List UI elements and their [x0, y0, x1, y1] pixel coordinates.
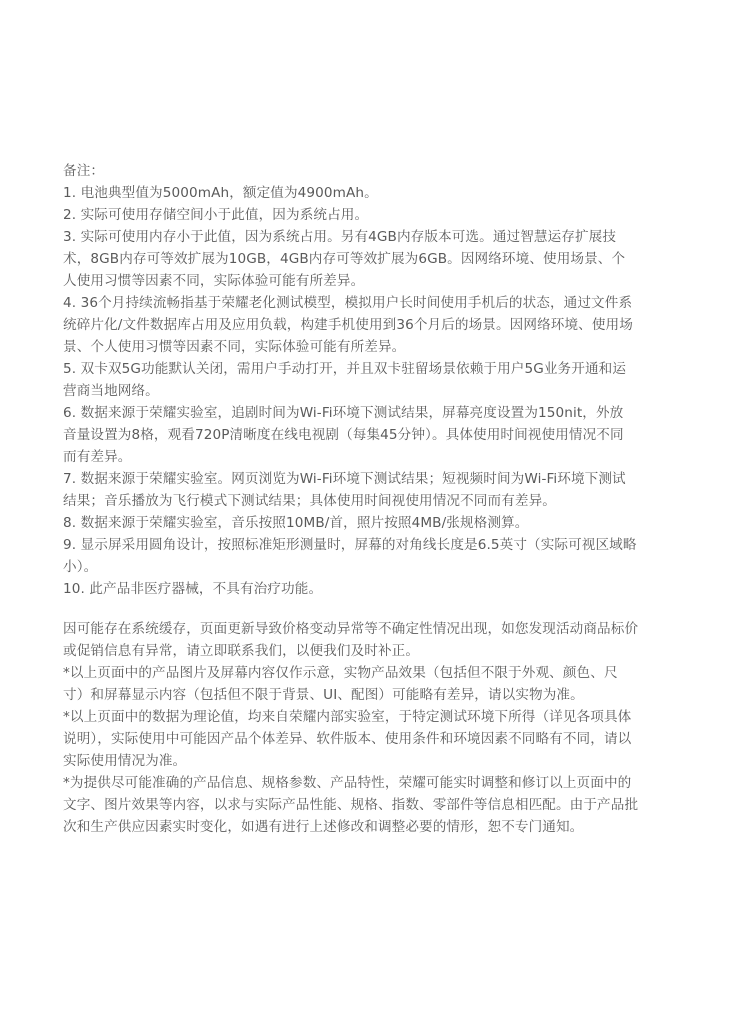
- note-line: 10. 此产品非医疗器械，不具有治疗功能。: [63, 581, 323, 597]
- note-line: 8. 数据来源于荣耀实验室，音乐按照10MB/首，照片按照4MB/张规格测算。: [63, 515, 529, 531]
- disclaimer-line: 或促销信息有异常，请立即联系我们，以便我们及时补正。: [63, 643, 420, 659]
- note-line: 小）。: [63, 559, 98, 575]
- note-line: 而有差异。: [63, 449, 132, 465]
- note-line: 4. 36个月持续流畅指基于荣耀老化测试模型，模拟用户长时间使用手机后的状态，通过文件系: [63, 295, 633, 311]
- disclaimer-line: 寸）和屏幕显示内容（包括但不限于背景、UI、配图）可能略有差异，请以实物为准。: [63, 687, 584, 703]
- note-line: 5. 双卡双5G功能默认关闭，需用户手动打开，并且双卡驻留场景依赖于用户5G业务开通和运: [63, 361, 627, 377]
- note-line: 统碎片化/文件数据库占用及应用负载，构建手机使用到36个月后的场景。因网络环境、使用场: [63, 317, 633, 333]
- disclaimer-line: 次和生产供应因素实时变化，如遇有进行上述修改和调整必要的情形，恕不专门通知。: [63, 819, 584, 835]
- disclaimer-line: *以上页面中的产品图片及屏幕内容仅作示意，实物产品效果（包括但不限于外观、颜色、尺: [63, 665, 618, 681]
- note-line: 2. 实际可使用存储空间小于此值，因为系统占用。: [63, 207, 369, 223]
- disclaimer-line: *为提供尽可能准确的产品信息、规格参数、产品特性，荣耀可能实时调整和修订以上页面中的: [63, 775, 632, 791]
- notes-heading: 备注：: [63, 163, 105, 179]
- disclaimer-line: 说明），实际使用中可能因产品个体差异、软件版本、使用条件和环境因素不同略有不同，请以: [63, 731, 632, 747]
- disclaimer-line: 因可能存在系统缓存，页面更新导致价格变动异常等不确定性情况出现，如您发现活动商品标价: [63, 621, 639, 637]
- note-line: 7. 数据来源于荣耀实验室。网页浏览为Wi-Fi环境下测试结果；短视频时间为Wi-Fi环境下测试: [63, 471, 626, 487]
- note-line: 3. 实际可使用内存小于此值，因为系统占用。另有4GB内存版本可选。通过智慧运存扩展技: [63, 229, 617, 245]
- disclaimer-line: 实际使用情况为准。: [63, 753, 187, 769]
- note-line: 术，8GB内存可等效扩展为10GB，4GB内存可等效扩展为6GB。因网络环境、使用场景、个: [63, 251, 626, 267]
- note-line: 营商当地网络。: [63, 383, 159, 399]
- note-line: 景、个人使用习惯等因素不同，实际体验可能有所差异。: [63, 339, 406, 355]
- note-line: 1. 电池典型值为5000mAh，额定值为4900mAh。: [63, 185, 378, 201]
- note-line: 9. 显示屏采用圆角设计，按照标准矩形测量时，屏幕的对角线长度是6.5英寸（实际可视区域略: [63, 537, 637, 553]
- note-line: 6. 数据来源于荣耀实验室，追剧时间为Wi-Fi环境下测试结果，屏幕亮度设置为150nit，外放: [63, 405, 624, 421]
- note-line: 音量设置为8格，观看720P清晰度在线电视剧（每集45分钟）。具体使用时间视使用情况不同: [63, 427, 624, 443]
- notes-section: [63, 160, 695, 600]
- note-line: 人使用习惯等因素不同，实际体验可能有所差异。: [63, 273, 365, 289]
- note-line: 结果；音乐播放为飞行模式下测试结果；具体使用时间视使用情况不同而有差异。: [63, 493, 556, 509]
- disclaimer-line: 文字、图片效果等内容，以求与实际产品性能、规格、指数、零部件等信息相匹配。由于产品批: [63, 797, 639, 813]
- disclaimer-section: [63, 618, 695, 838]
- disclaimer-line: *以上页面中的数据为理论值，均来自荣耀内部实验室，于特定测试环境下所得（详见各项具体: [63, 709, 632, 725]
